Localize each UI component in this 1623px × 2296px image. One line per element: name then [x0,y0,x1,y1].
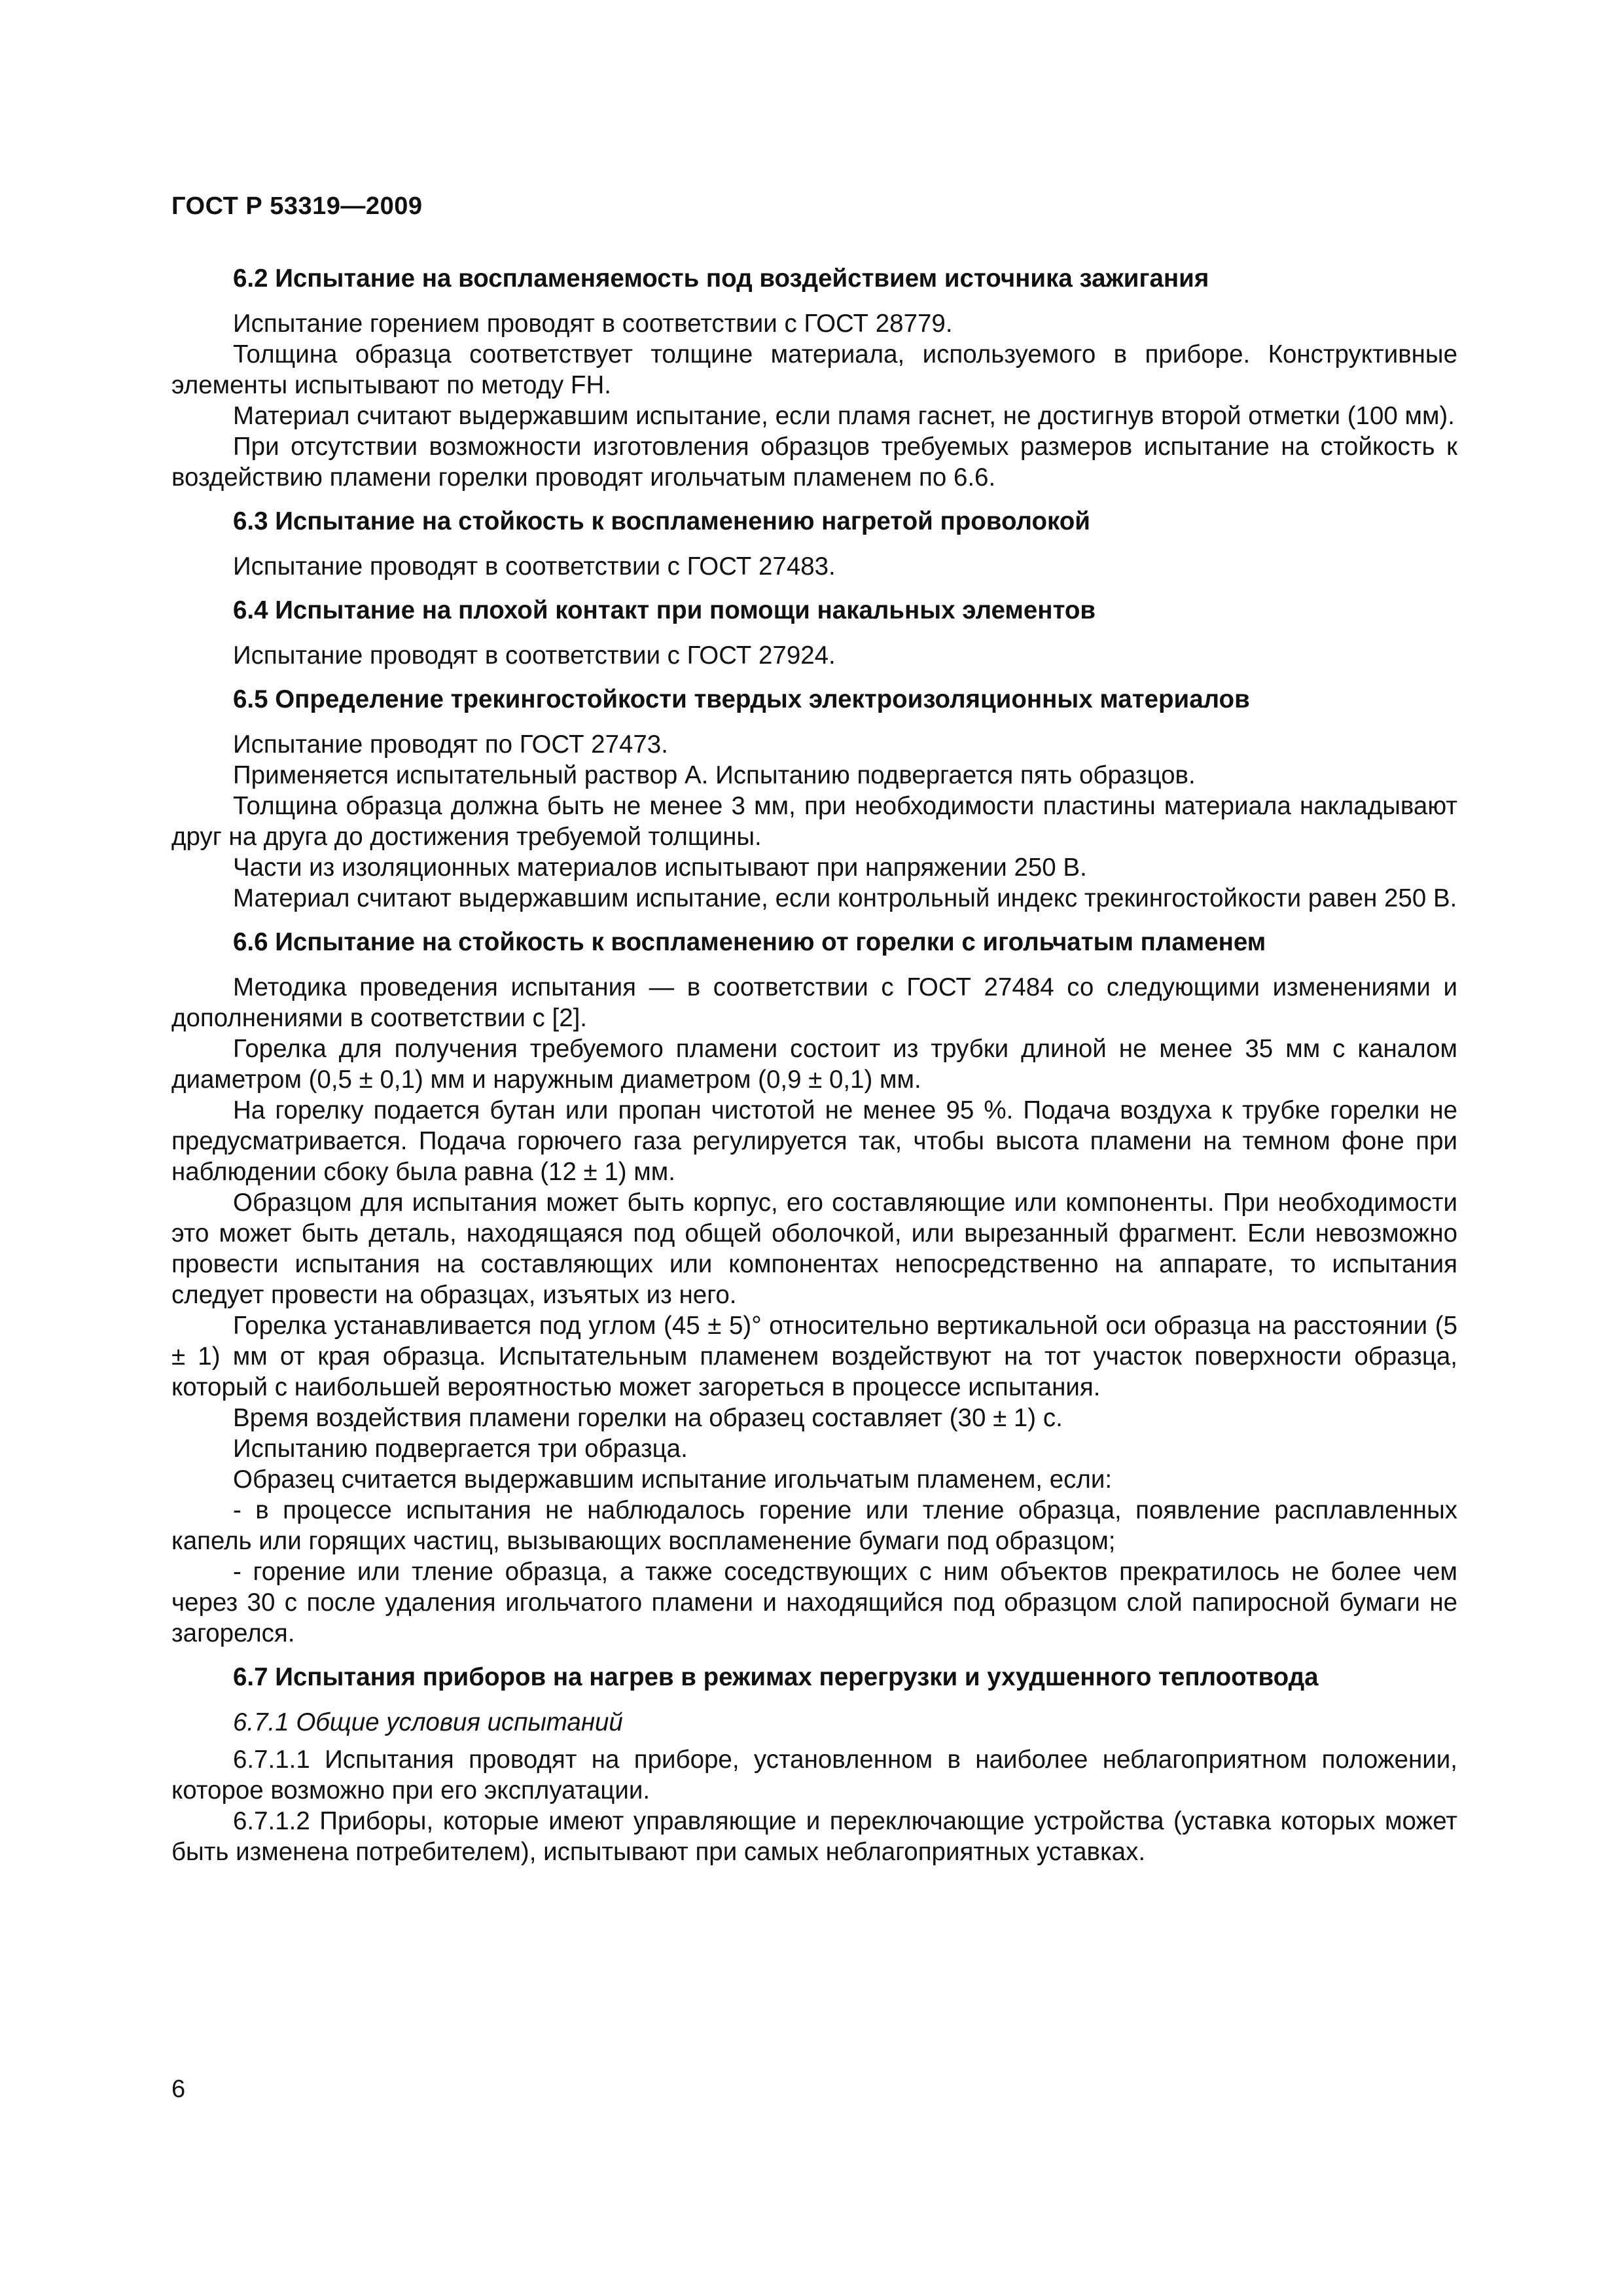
section-6-2-title: 6.2 Испытание на воспламеняемость под воздействием источника зажигания [233,264,1209,293]
paragraph: Время воздействия пламени горелки на образец составляет (30 ± 1) с. [233,1404,1063,1432]
list-item: - горение или тление образца, а также соседствующих с ним объектов прекратилось не более чем через 30 с после удаления игольчатого пламени и находящийся под образцом слой папиросной бумаги не загорелся. [171,1558,1457,1647]
paragraph: Образец считается выдержавшим испытание игольчатым пламенем, если: [233,1465,1113,1494]
paragraph: Испытание проводят по ГОСТ 27473. [233,730,668,759]
paragraph: Применяется испытательный раствор А. Испытанию подвергается пять образцов. [233,761,1196,789]
paragraph: Горелка устанавливается под углом (45 ± 5)° относительно вертикальной оси образца на расстоянии (5 ± 1) мм от края образца. Испытательным пламенем воздействуют на тот участок поверхности образца, который с наибольшей вероятностью может загореться в процессе испытания. [171,1312,1457,1401]
paragraph: Толщина образца должна быть не менее 3 мм, при необходимости пластины материала накладывают друг на друга до достижения требуемой толщины. [171,792,1457,851]
section-6-7-title: 6.7 Испытания приборов на нагрев в режимах перегрузки и ухудшенного теплоотвода [233,1663,1319,1691]
paragraph: 6.7.1.2 Приборы, которые имеют управляющие и переключающие устройства (уставка которых может быть изменена потребителем), испытывают при самых неблагоприятных уставках. [171,1807,1457,1866]
section-6-3-title: 6.3 Испытание на стойкость к воспламенению нагретой проволокой [233,507,1090,535]
document-code: ГОСТ Р 53319—2009 [171,192,423,220]
paragraph: Испытание проводят в соответствии с ГОСТ 27924. [233,641,836,670]
paragraph: При отсутствии возможности изготовления образцов требуемых размеров испытание на стойкость к воздействию пламени горелки проводят игольчатым пламенем по 6.6. [171,433,1457,492]
paragraph: Материал считают выдержавшим испытание, если пламя гаснет, не достигнув второй отметки (100 мм). [233,402,1455,430]
paragraph: Образцом для испытания может быть корпус, его составляющие или компоненты. При необходимости это может быть деталь, находящаяся под общей оболочкой, или вырезанный фрагмент. Если невозможно провести испытания на составляющих или компонентах непосредственно на аппарате, то испытания следует провести на образцах, изъятых из него. [171,1189,1457,1309]
paragraph: Толщина образца соответствует толщине материала, используемого в приборе. Конструктивные элементы испытывают по методу FH. [171,340,1457,399]
paragraph: Испытание горением проводят в соответствии с ГОСТ 28779. [233,310,953,338]
paragraph: Материал считают выдержавшим испытание, если контрольный индекс трекингостойкости равен 250 В. [233,884,1457,912]
paragraph: Испытанию подвергается три образца. [233,1435,688,1463]
paragraph: 6.7.1.1 Испытания проводят на приборе, установленном в наиболее неблагоприятном положении, которое возможно при его эксплуатации. [171,1746,1457,1804]
section-6-4-title: 6.4 Испытание на плохой контакт при помощи накальных элементов [233,596,1096,624]
paragraph: Части из изоляционных материалов испытывают при напряжении 250 В. [233,853,1087,882]
paragraph: На горелку подается бутан или пропан чистотой не менее 95 %. Подача воздуха к трубке горелки не предусматривается. Подача горючего газа регулируется так, чтобы высота пламени на темном фоне при наблюдении сбоку была равна (12 ± 1) мм. [171,1096,1457,1186]
document-body [171,263,1457,1867]
section-6-5-title: 6.5 Определение трекингостойкости твердых электроизоляционных материалов [233,685,1250,713]
section-6-6-title: 6.6 Испытание на стойкость к воспламенению от горелки с игольчатым пламенем [233,928,1266,956]
paragraph: Методика проведения испытания — в соответствии с ГОСТ 27484 со следующими изменениями и дополнениями в соответствии с [2]. [171,973,1457,1032]
paragraph: Горелка для получения требуемого пламени состоит из трубки длиной не менее 35 мм с каналом диаметром (0,5 ± 0,1) мм и наружным диаметром (0,9 ± 0,1) мм. [171,1035,1457,1094]
page-number: 6 [171,2075,186,2103]
list-item: - в процессе испытания не наблюдалось горение или тление образца, появление расплавленных капель или горящих частиц, вызывающих воспламенение бумаги под образцом; [171,1496,1457,1555]
subsection-6-7-1-title: 6.7.1 Общие условия испытаний [233,1708,623,1736]
paragraph: Испытание проводят в соответствии с ГОСТ 27483. [233,552,836,581]
